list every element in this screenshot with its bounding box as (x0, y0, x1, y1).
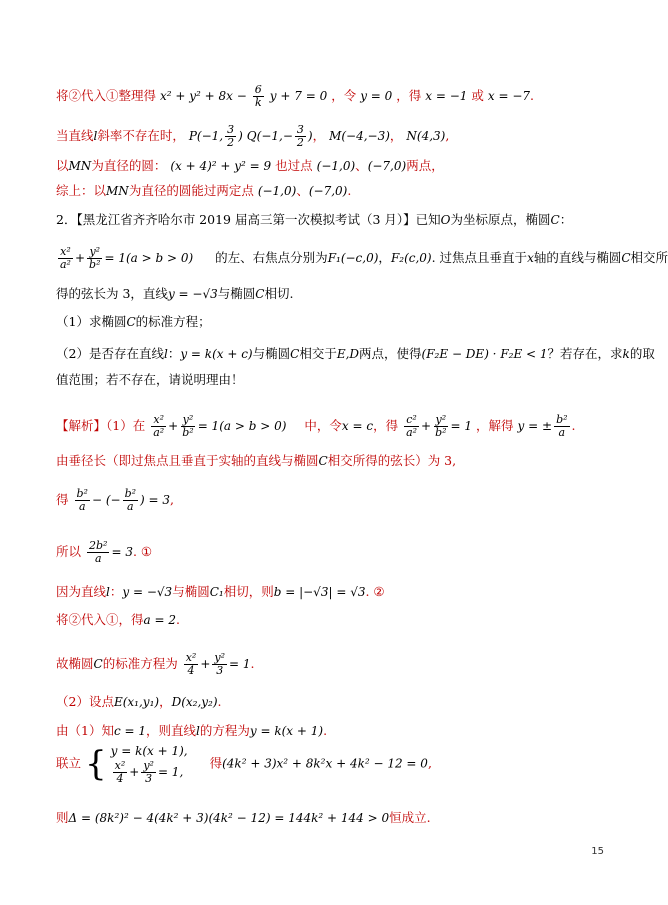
fraction (87, 246, 102, 271)
fraction (87, 540, 109, 565)
text: 也过点 (275, 158, 313, 173)
math: = 1, (157, 765, 184, 779)
math: b = |−√3| = √3 (273, 585, 366, 599)
math: C (126, 315, 136, 329)
text: 两点，使得 (359, 346, 422, 361)
system-eq-1: y = k(x + 1), (110, 744, 188, 758)
numerator: y² (182, 413, 194, 426)
fraction (75, 488, 90, 513)
math: (4k² + 3)x² + 8k²x + 4k² − 12 = 0 (222, 756, 428, 771)
math: (−1,0) (257, 184, 297, 198)
text: ： (559, 212, 573, 227)
text: 或 (471, 88, 484, 103)
solution-line-11 (56, 810, 431, 826)
text: 相交所 (630, 250, 668, 265)
math: C (93, 657, 103, 671)
text: ，得 (373, 418, 399, 433)
math: l (93, 129, 98, 143)
math: = 3 (111, 545, 133, 559)
text: . (571, 418, 576, 433)
denominator: b² (182, 426, 194, 439)
problem-2-heading (56, 212, 572, 228)
fraction (151, 414, 166, 439)
numerator: y² (143, 759, 154, 772)
text: 的标准方程为 (102, 656, 178, 671)
math: y = −√3 (122, 585, 173, 599)
line-circle (56, 158, 444, 174)
text: 两点， (406, 158, 444, 173)
fraction (554, 414, 569, 439)
solution-tag: 【解析】 (56, 418, 107, 433)
text: 相交于 (299, 346, 337, 361)
text: 、 (355, 158, 368, 173)
numerator: 6 (254, 83, 262, 96)
math: C (255, 287, 265, 301)
denominator: a (127, 500, 134, 513)
math: − (− (91, 493, 121, 507)
text: 则 (56, 810, 69, 825)
math: = 1(a > b > 0) (104, 251, 194, 265)
denominator: a (78, 500, 86, 513)
fraction (113, 760, 128, 785)
text: . 过焦点且垂直于 (431, 250, 528, 265)
fraction (212, 652, 227, 677)
point-m: M(−4,−3) (329, 129, 390, 143)
text: . (217, 694, 222, 709)
text: 联立 (56, 755, 82, 771)
text: 所以 (56, 544, 82, 559)
text: . (250, 656, 255, 671)
math: Δ = (8k²)² − 4(4k² + 3)(4k² − 12) = 144k² + 144 > 0 (68, 811, 390, 825)
text: 与椭圆 (172, 584, 210, 599)
solution-line-8 (56, 694, 222, 710)
problem-2-ellipse-line: $\frac{\text{x²}}{\text{a²}}$ + $\frac{\text{y²}}{\text{b²}}$ = 1(a > b > 0) 的左、右焦点分别为F₁(−c,0)，F₂(c,0). 过焦点且垂直于x轴的直线与椭圆C相交所 (60, 245, 668, 271)
system-eq-2: $\frac{\text{x²}}{4}$ + $\frac{\text{y²}}{3}$ = 1, (114, 759, 184, 785)
text: . ② (365, 584, 385, 599)
fraction (295, 124, 306, 149)
text: 故椭圆 (56, 656, 94, 671)
solution-line-9 (56, 723, 327, 739)
numerator: b² (124, 487, 137, 500)
math: = 1 (450, 419, 473, 433)
text: 的取 (629, 346, 655, 361)
text: 相切，则 (223, 584, 274, 599)
text: . ① (132, 544, 153, 559)
denominator: k (254, 96, 262, 109)
text: 得的弦长为 3，直线 (56, 286, 168, 301)
math: y = 0 (360, 89, 393, 103)
text: ，解得 (476, 418, 514, 433)
math: F₂(c,0) (390, 251, 432, 265)
text: 由（1）知 (56, 723, 114, 738)
text: 将②代入①整理得 (56, 88, 157, 103)
text: . (347, 183, 352, 198)
question-2 (56, 346, 655, 362)
denominator: a² (153, 426, 165, 439)
text: 以 (56, 158, 69, 173)
math: = 1 (229, 657, 251, 671)
math: MN (106, 184, 129, 198)
text: 2．【黑龙江省齐齐哈尔市 2019 届高三第一次模拟考试（3 月）】已知 (56, 212, 441, 227)
text: 、 (296, 183, 309, 198)
numerator: b² (76, 487, 88, 500)
text: . (176, 612, 180, 627)
numerator: y² (435, 413, 447, 426)
numerator: 3 (227, 123, 235, 136)
math: E(x₁,y₁) (113, 695, 160, 709)
denominator: b² (89, 258, 101, 271)
point-q: Q(−1,− (246, 129, 293, 143)
text: 为直径的圆能过两定点 (128, 183, 254, 198)
math: MN (68, 159, 92, 173)
text: 与椭圆 (217, 286, 256, 301)
denominator: a² (60, 258, 71, 271)
math: x² + y² + 8x − (160, 89, 247, 103)
point-p: P(−1, (188, 129, 224, 143)
question-2-cont (56, 372, 244, 388)
system-of-equations (111, 743, 188, 785)
text: . (323, 723, 328, 738)
solution-line-6 (56, 612, 180, 628)
text: 综上：以 (56, 183, 107, 198)
math: = 1(a > b > 0) (197, 419, 287, 433)
text: ： (167, 346, 181, 361)
text: 的方程为 (199, 723, 250, 738)
text: ？若存在，求 (547, 346, 623, 361)
math: F₁(−c,0) (327, 251, 379, 265)
math: ) (238, 129, 243, 143)
solution-line-7: 故椭圆C的标准方程为 $\frac{\text{x²}}{4}$ + $\frac{\text{y²}}{3}$ = 1. (56, 651, 255, 677)
fraction (58, 246, 73, 271)
text: 与椭圆 (252, 346, 291, 361)
fraction (141, 760, 156, 785)
text: 恒成立. (389, 810, 431, 825)
numerator: y² (89, 245, 101, 258)
text: 斜率不存在时， (97, 128, 185, 143)
text: ， (312, 128, 326, 143)
question-1 (56, 314, 211, 330)
text: ，得 (396, 88, 422, 103)
fraction (180, 414, 195, 439)
text: , (427, 755, 432, 771)
math: (F₂E − DE) · F₂E < 1 (421, 347, 548, 361)
text: 当直线 (56, 128, 94, 143)
solution-line-10 (56, 743, 432, 785)
math: y = −√3 (167, 287, 218, 301)
math: l (196, 724, 200, 738)
math: x = −7 (487, 89, 531, 103)
text: （2）设点 (56, 694, 114, 709)
math: D(x₂,y₂) (171, 695, 218, 709)
text: 为坐标原点，椭圆 (450, 212, 551, 227)
text: . (530, 88, 535, 103)
text: ， (389, 128, 403, 143)
math: y = k(x + 1) (249, 724, 324, 738)
solution-line-5 (56, 584, 385, 600)
point-n: N(4,3) (406, 129, 446, 143)
text: （1）求椭圆 (56, 314, 127, 329)
text: 将②代入①，得 (56, 612, 144, 627)
math: C (621, 251, 631, 265)
numerator: x² (153, 413, 164, 426)
text: 得 (56, 492, 69, 507)
text: 相交所得的弦长）为 3, (327, 453, 457, 468)
fraction (225, 124, 236, 149)
math: (−7,0) (308, 184, 348, 198)
text: 中，令 (304, 418, 342, 433)
math: (x + 4)² + y² = 9 (170, 159, 272, 173)
denominator: a (94, 552, 102, 565)
line-summary (56, 183, 351, 199)
math: C₁ (209, 585, 224, 599)
solution-line-3 (56, 488, 174, 513)
fraction (253, 84, 264, 109)
numerator: c² (406, 413, 417, 426)
fraction (184, 652, 199, 677)
math: x (527, 251, 534, 265)
math: ) = 3 (140, 493, 171, 507)
math: C (290, 347, 300, 361)
math: E,D (336, 347, 360, 361)
denominator: 3 (145, 772, 153, 785)
math: (−7,0) (367, 159, 407, 173)
denominator: 2 (296, 136, 304, 149)
text: （1）在 (106, 418, 146, 433)
text: ： (109, 584, 123, 599)
math: (−1,0) (316, 159, 356, 173)
text: , (170, 492, 174, 507)
numerator: b² (556, 413, 568, 426)
math: C (318, 454, 328, 468)
numerator: y² (214, 651, 226, 664)
text: 值范围；若不存在，请说明理由！ (56, 372, 244, 387)
math: a = 2 (143, 613, 176, 627)
solution-line-2 (56, 453, 456, 469)
text: ，令 (331, 88, 357, 103)
text: 相切. (264, 286, 294, 301)
denominator: a² (406, 426, 418, 439)
problem-2-line-3 (56, 286, 293, 302)
text: （2）是否存在直线 (56, 346, 164, 361)
text: 因为直线 (56, 584, 107, 599)
text: 得 (209, 755, 223, 771)
text: 由垂径长（即过焦点且垂直于实轴的直线与椭圆 (56, 453, 319, 468)
text: ，则直线 (146, 723, 197, 738)
math: C (550, 213, 560, 227)
numerator: 3 (296, 123, 304, 136)
line-substitute (56, 84, 534, 109)
math: y = ± (517, 419, 553, 433)
page-number: 15 (591, 846, 604, 857)
text: 为直径的圆： (91, 158, 167, 173)
numerator: 2b² (89, 539, 108, 552)
math: x = c (341, 419, 374, 433)
math: x = −1 (425, 89, 468, 103)
denominator: b² (435, 426, 447, 439)
brace: { (85, 744, 107, 784)
line-vertical-case (56, 124, 449, 149)
math: O (440, 213, 451, 227)
math: l (106, 585, 110, 599)
math: y = k(x + c) (180, 347, 253, 361)
solution-line-4 (56, 540, 152, 565)
fraction (433, 414, 448, 439)
math: l (163, 347, 168, 361)
solution-line-1: 【解析】（1）在 $\frac{\text{x²}}{\text{a²}}$ + $\frac{\text{y²}}{\text{b²}}$ = 1(a > b > 0) 中，令x = c，得 $\frac{\text{c²}}{\text{a²}}$ + $\frac{\text{y²}}{\text{b²}}$ = 1 ，解得 y = ± $\frac{\text{b²}}{a}$ . (56, 413, 576, 439)
text: 的标准方程； (135, 314, 211, 329)
math: ) (307, 129, 313, 143)
numerator: x² (60, 245, 71, 258)
numerator: x² (185, 651, 197, 664)
denominator: 4 (116, 772, 124, 785)
fraction (123, 488, 138, 513)
math: y + 7 = 0 (269, 89, 328, 103)
text: ， (159, 694, 172, 709)
math: c = 1 (113, 724, 146, 738)
fraction (404, 414, 419, 439)
math: k (622, 347, 630, 361)
text: 轴的直线与椭圆 (533, 250, 622, 265)
text: 的左、右焦点分别为 (215, 250, 328, 265)
denominator: 4 (187, 664, 195, 677)
text: , (445, 128, 450, 143)
denominator: 3 (216, 664, 224, 677)
denominator: 2 (227, 136, 235, 149)
denominator: a (558, 426, 566, 439)
numerator: x² (114, 759, 126, 772)
